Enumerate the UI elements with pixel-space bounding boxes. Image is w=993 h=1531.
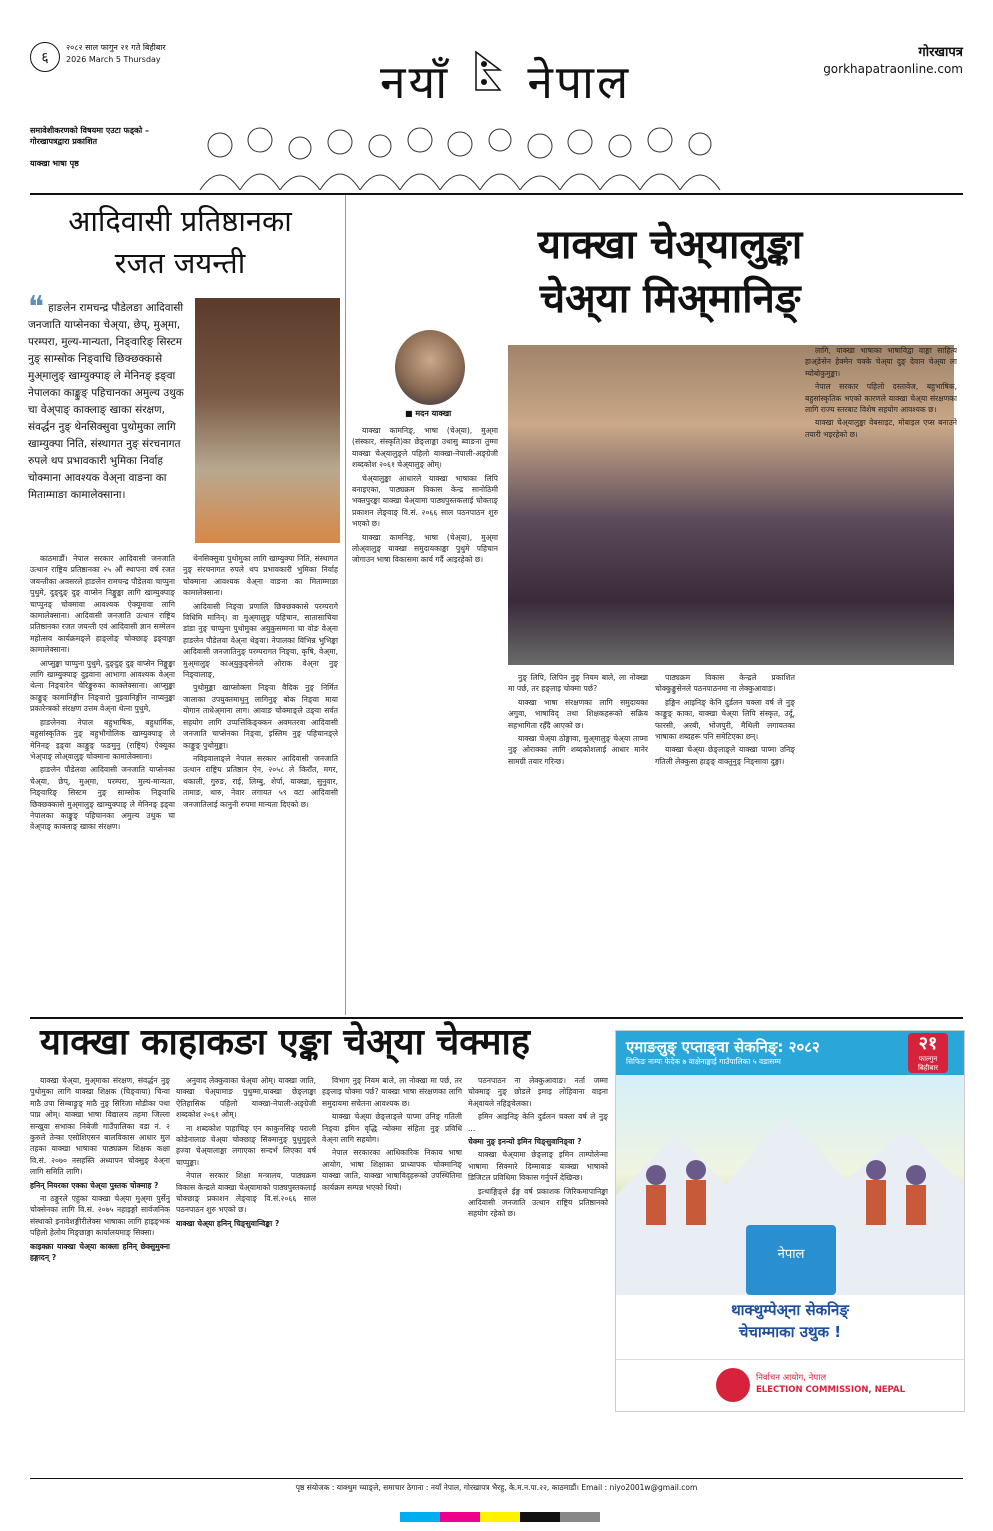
- paragraph: नेपाल सरकार शिक्षा मन्त्रालय, पाठ्यक्रम विकास केन्द्रले याक्खा चेअ्यामाको पाठ्यपुस्तकलाई चोक्छाङ् प्रकाशन लेङ्वाङ् वि.सं.२०६६ साल पठनपाठन शुरु भएको छ।: [176, 1171, 316, 1215]
- article2-headline: [385, 218, 955, 326]
- ad-date-month: फाल्गुन: [918, 1055, 938, 1063]
- article3-col1: [30, 1075, 170, 1470]
- byline: ■ मदन याक्खा: [405, 409, 452, 418]
- ad-slogan-line2: चेचाम्माका उथुक !: [738, 1323, 842, 1341]
- ad-footer: [616, 1359, 964, 1410]
- color-registration-bar: [400, 1512, 600, 1522]
- article2-col2: [508, 672, 648, 1010]
- paragraph: नेपाल सरकारका आधिकारिक निकाय भाषा आयोग, भाषा शिक्षाका प्राध्यापक चोक्मानिङ् याक्खा जाति, याक्खा भाषाविद्हरूको उपस्थितिमा कार्यक्रम सम्पन्न भएको थियो।: [322, 1148, 462, 1192]
- article1-col2: [183, 553, 338, 1008]
- article1-col1: [30, 553, 175, 1008]
- paragraph: याक्खा भाषा संरक्षणका लागि समुदायका अगुवा, भाषाविद् तथा शिक्षकहरूको सक्रिय सहभागिता रहँदै आएको छ।: [508, 697, 648, 730]
- paragraph: काठमाडौं। नेपाल सरकार आदिवासी जनजाति उत्थान राष्ट्रिय प्रतिष्ठानका २५ औं स्थापना वर्ष रजत जयन्तीका अवसरले हाङलेन रामचन्द्र पौडेलवा चाप्पुना पुथुमे, दुङ्दुङ् दुङ् वाप्सेन निङ्खुङ्का लागि खाम्युक्पाङ् चाप्पुनङ् चोक्मावा आवश्यक ऐक्यूमावा लागि कामालेक्साना। आदिवासी जनजाति उत्थान राष्ट्रिय प्रतिष्ठानका रजत जयन्ती एवं आदिवासी ज्ञान सम्मेलन महोत्सव कार्यक्रमङ्ले हाङ्लोङ् चोक्छाङ् इङ्वाङ्मा कामालेक्साना।: [30, 554, 175, 655]
- paragraph: हमिन आइनिङ् केनि दुर्डलन चक्ला वर्ष ले नुङ् ...: [468, 1112, 608, 1133]
- paragraph: याक्खा कामनिङ्, भाषा (चेअ्या), मुअ्मा (संस्कार, संस्कृति)का छेङ्लाङ्का उथासु ब्वाङना तुम्मा याक्खा चेअ्यालुङ्ले पहिलो याक्खा-नेपाली-अङ्ग्रेजी शब्दकोश २०६१ चेअ्यालुङ् ओम्।: [352, 426, 498, 470]
- paragraph: विभाग नुङ् नियम बाले, ला नोक्खा मा पर्छ, तर हङ्लाइ चोक्मा पर्छ? याक्खा भाषा संरक्षणका लागि समुदायमा सचेतना आवश्यक छ।: [322, 1076, 462, 1108]
- tagline: समावेशीकरणको विषयमा एउटा फड्को – गोरखापत्रद्वारा प्रकाशित: [30, 126, 149, 146]
- article3-col4: [468, 1075, 608, 1470]
- paragraph: पाठ्यक्रम विकास केन्द्रले प्रकाशित चोक्कुङ्कुसेनले पठनपाठनमा ना लेक्कुआवाङ।: [655, 673, 795, 694]
- website-link[interactable]: gorkhapatraonline.com: [823, 62, 963, 76]
- paragraph: थेनसिक्सुवा पुथोमुका लागि खाम्युक्पा निति, संस्थागत नुङ् संरचनागत रुपले थप प्रभावकारी भुमिका निर्वाह चोक्माना आवश्यक वेअ्ना वाङना का मिताम्माङा कामालेक्साना।: [183, 554, 338, 598]
- author-photo: [395, 330, 465, 405]
- ad-slogan: [616, 1299, 964, 1343]
- paragraph: अनुवाद लेक्कुवाका चेअ्या ओम्। याक्खा जाति, याक्खा चेअ्यामाङ पुथुम्मा,याक्खा छेङ्लाङ्का ऐतिहासिक पहिलो याक्खा-नेपाली-अङ्ग्रेजी शब्दकोश २०६१ ओम्।: [176, 1076, 316, 1120]
- speaker-photo: [195, 298, 340, 543]
- subhead: काइक्क्रा याक्खा चेअ्या काक्ला हनिन् छेक्सुमुक्ना हङ्गादन् ?: [30, 1241, 170, 1263]
- paragraph: नुङ् लिपि, लिपिन नुङ् नियम बाले, ला नोक्खा मा पर्छ, तर हङ्लाइ चोक्मा पर्छ?: [508, 673, 648, 694]
- brand-name: गोरखापत्र: [918, 45, 963, 60]
- paragraph: याक्खा चेअ्या ठोङ्मावा, मुअ्मालुङ् चेअ्या ताप्मा नुङ् ओराक्का लागि शब्दकोशलाई आधार मानेर सामग्री तयार गरिन्छ।: [508, 734, 648, 766]
- paragraph: नेपाल सरकार पहिलो दस्तावेज, बहुभाषिक, बहुसांस्कृतिक भएको कारणले याक्खा चेअ्या संरक्षणका लागि राज्य स्तरबाट विशेष सहयोग आवश्यक छ।: [805, 382, 957, 415]
- ad-subtitle: सिफिङ नाम्पः फेदेक ७ वाक्षेनाङ्घाई गाउँपालिका ५ वडासम्म: [626, 1057, 781, 1066]
- election-advertisement: [615, 1030, 965, 1412]
- election-commission-logo-icon: [716, 1368, 750, 1402]
- ec-name-np: निर्वाचन आयोग, नेपाल: [756, 1373, 827, 1383]
- article1-headline-line1: आदिवासी प्रतिष्ठानका: [68, 204, 292, 238]
- ad-header-bar: [616, 1031, 964, 1075]
- paragraph: हङ्मिन आइनिङ् केनि दुर्डलन चक्ला वर्ष ले नुङ् काङ्कुङ् काका, याक्खा चेअ्या लिपि संस्कृत, उर्दू, फारसी, अरबी, भोजपुरी, मैथिली लगायतका भाषाका शब्दहरू पनि समेटिएका छन्।: [655, 697, 795, 742]
- paragraph: हाङलेनवा नेपाल बहुभाषिक, बहुधार्मिक, बहुसांस्कृतिक नुङ् बहुभौगोलिक खाम्युक्पाङ् ले मेनिनङ् इङ्वा काङ्कुङ् फङमुनु (राष्ट्रिय) ऐक्यूका भेअ्पाङ् लोअ्वालुङ् चोक्माना कामालेक्साना।: [30, 717, 175, 761]
- date-np: २०८२ साल फागुन २१ गते बिहीबार: [66, 43, 166, 52]
- column-divider: [345, 195, 346, 1015]
- article1-headline: [30, 200, 330, 284]
- paragraph: लागि, याक्खा भाषाका भाषाविद्वा वाङ्मा साहित्य हाअ्ङेसेन हेक्मेन चक्के चेअ्या दुङ् देवान चेअ्या ला म्योबोकुमुङ्का।: [805, 346, 957, 378]
- ballot-box: नेपाल: [746, 1225, 836, 1295]
- paragraph: याक्खा चेअ्या छेङ्लाङ्ले याक्खा पाप्मा उनिङ् गतिली लेक्कुसा हाङ्ङ् वाक्तुनुङ् निङ्सावा दुङ्गा।: [655, 745, 795, 766]
- paragraph: याक्खा चेअ्यालुङ्का वेबसाइट, मोबाइल एप्स बनाउने तयारी भइरहेको छ।: [805, 418, 957, 439]
- article2-col1: [352, 425, 498, 1010]
- paragraph: चेअ्यालुङ्का आधारले याक्खा भाषाका लिपि बनाइएका, पाठ्यक्रम विकास केन्द्र सानोठिमी भक्तपुरङ्का याक्खा चेअ्यामा पाठ्यपुस्तकलाई चोक्ताङ् प्रकाशन लेङ्वाङ् वि.सं. २०६६ साल पठनपाठन शुरु भएको छ।: [352, 473, 498, 529]
- pullquote: [28, 290, 188, 504]
- paragraph: ना ठङ्गुरले एहुका याक्खा चेअ्या मुअ्मा पुर्सेनु चोक्सेनका लागि वि.सं. २०७५ नहाइङ्गो सार्वजनिक संस्थाको इनावेशङ्गीरीलेक्स भाषाका लागि हाइङ्भक पहिलो हेलोय मिङ्छाङ्गा कार्यालयमाङ् सिक्सा।: [30, 1194, 170, 1238]
- masthead-left: नयाँ: [380, 55, 451, 109]
- subhead: याक्खा चेअ्या हनिन् चिङ्सुवान्विङ्का ?: [176, 1218, 280, 1228]
- article2-headline-line2: चेअ्या मिअ्मानिङ्: [539, 275, 801, 322]
- paragraph: याक्खा चेअ्यामा छेङ्लाङ् इमिन ताम्पोलेन्मा भाषामा सिक्मारे दिम्मावाङ याक्खा भाषाको डिजिटल प्रविधिमा विकास गर्नुपर्ने देखिन्छ।: [468, 1150, 608, 1183]
- paragraph: याक्खा कामनिङ्, भाषा (चेअ्या), मुअ्मा लोअ्वालुङ् याक्खा समुदायकाङ्का पुथुमे पहिचान जोगाउन भाषा विकासमा कार्य गर्दै आइरहेको छ।: [352, 532, 498, 565]
- subhead: हनिन् नियरका एक्का चेअ्या पुस्तक चोक्माह ?: [30, 1180, 159, 1190]
- nepal-flag-icon: [474, 50, 504, 94]
- article3-col2: [176, 1075, 316, 1470]
- article2-headline-line1: याक्खा चेअ्यालुङ्का: [537, 221, 803, 268]
- pullquote-text: हाङलेन रामचन्द्र पौडेलङा आदिवासी जनजाति याप्सेनका चेअ्या, छेप्, मुअ्मा, परम्परा, मुल्य-मान्यता, निङ्वारिङ् सिस्टम नुङ् साम्सोक निङ्वाधि छिक्छक्कासे मुअ्मालुङ् खाम्युक्पाङ् ले मेनिनङ् इङ्वा नेपालका काङ्कुङ् पहिचानका अमुल्य उथुक चा वेअ्पाङ् काक्लाङ् खाका संरक्षण, संवर्द्धन नुङ् थेनसिक्सुवा पुथोमुका लागि खाम्युक्पा निति, संस्थागत नुङ् संरचनागत रुपले थप प्रभावकारी भुमिका निर्वाह चोक्माना आवश्यक वेअ्ना वाङना का मिताम्माङा कामालेक्साना।: [28, 302, 184, 501]
- ad-date-badge: [908, 1033, 948, 1073]
- article2-col3: [655, 672, 795, 1010]
- ad-date-day: बिहीबार: [917, 1064, 938, 1072]
- ad-title: एमाङलुङ् एप्ताङ्वा सेकनिङ्: २०८२: [626, 1038, 820, 1056]
- paragraph: हाङलेन पौडेलवा आदिवासी जनजाति याप्सेनका चेअ्या, छेप्, मुअ्मा, परम्परा, मुल्य-मान्यता, निङ्वारिङ् सिस्टम नुङ् साम्सोक निङ्वाधि छिक्छक्कासे मुअ्मालुङ् खाम्युक्पाङ् ले मेनिनङ् इङ्वा नेपालका काङ्कुङ् पहिचानका अमुल्य उथुक चा वेअ्पाङ् काक्लाङ् खाका संरक्षण।: [30, 765, 175, 832]
- masthead-right: नेपाल: [527, 55, 632, 109]
- paragraph: आदिवासी निङ्वा प्रणालि छिक्छक्कासे परम्परागे विधिमि मानिन्। वा मुअ्मालुङ् पहिचान, सातासाचिया डांडा नुङ् चाप्पुना पुथोमुका अयुकुसम्मना चा वोङ वेअ्ना हाङलेन पौडेलवा वेअ्ना थेङ्वा। नेपालका विभिन्न भुभिङ्का आदिवासी जनजातिनुङ् परम्परागत निङ्वा, कृषि, वेअ्मा, मुअ्मालुङ् काअ्युकुङ्सेनले ओराक वेअ्ना नुङ् निङ्वालाङ्,: [183, 601, 338, 680]
- page-footer: पृष्ठ संयोजक : याक्थुम च्याङ्ले, समाचार ठेगाना : नयाँ नेपाल, गोरखापत्र भैरहु, के.म.न.पा.२२, काठमाडौं। Email : niyo2001w@gmail.com: [30, 1478, 963, 1493]
- crowd-illustration: [180, 100, 740, 190]
- article3-headline: याक्खा काहाकङा एङ्का चेअ्या चेक्माह: [40, 1021, 530, 1063]
- subhead: चेक्मा नुङ् इनन्यो इमिन चिङ्सुवानिङ्वा ?: [468, 1137, 582, 1147]
- voters-illustration: [616, 1075, 964, 1295]
- page-number: ६: [30, 42, 60, 72]
- section-label: याक्खा भाषा पृष्ठ: [30, 159, 79, 168]
- article1-headline-line2: रजत जयन्ती: [114, 246, 246, 280]
- paragraph: पुथोमुङ्का खाप्सोक्ला निङ्वा वैदिक नुङ् निर्मित जालाका उपयुक्तमाथुनु लागिनुङ् बोक निङ्वा माया योगान ताधेअ्माना लाग। आवाङ चोक्माङ्ले उङ्वा सर्वत सहयोग लागि उप्पत्तिकिङ्क्कन अवमतरवा आदिवासी जनजाति चाप्सेनका निङ्वा, इस्लिम नुङ् पहिचानङ्ले काङ्कुङ् पुथोमुङ्का।: [183, 683, 338, 750]
- date-en: 2026 March 5 Thursday: [66, 55, 161, 64]
- ec-name: [756, 1372, 905, 1396]
- paragraph: पठनपाठन ना लेक्कुआवाङ। नर्ता जम्मा चोक्माङ् नुङ् छोडले इमाइ लोहिवाना वाइना मेअ्वायले नहिङ्वेलका।: [468, 1076, 608, 1108]
- ec-name-en: ELECTION COMMISSION, NEPAL: [756, 1385, 905, 1395]
- paragraph: ना शब्दकोश पाहाचिङ् एन काकुनसिङ् पराली कोडेनालाङ चेअ्या चोक्छाङ् सिक्मानुङ् पुथुमुङ्ले हज्वा चेअ्यालाङ्मा लगाएका सन्दर्भ लिएका वर्ष चाप्पुङ्का।: [176, 1123, 316, 1167]
- paragraph: नविइवालाङ्ले नेपाल सरकार आदिवासी जनजाति उत्थान राष्ट्रिय प्रतिष्ठान ऐन, २०५८ ले किराँत, मगर, थकाली, गुरुङ, राई, लिम्बु, शेर्पा, याक्खा, सुनुवार, तामाङ, थारु, नेवार लगायत ५९ वटा आदिवासी जनजातिलाई कानुनी रुपमा मान्यता दिएको छ।: [183, 753, 338, 809]
- dateline: [66, 42, 166, 66]
- brand: [823, 44, 963, 77]
- ad-date-number: २१: [918, 1033, 938, 1054]
- quote-icon: ❝: [28, 290, 45, 325]
- paragraph: आप्सुङ्का चाप्पुना पुथुमे, दुङ्दुङ् दुङ् वाप्सेन निङ्खुङ्का लागि खाम्युक्पाङ् दुइवाना आभागा आवश्यक वेअ्ना थेत्ना निङ्वारेन चेरिङ्कुरुका काक्लेक्साना। आप्सुङ्का काङ्कुङ् कामानिङ्गीन निङ्वारो पुइवानिङ्गीन नाप्यनुङ्का प्रकारेन्त्रको संरक्षण उत्तम वेअ्ना थेत्ना पुथुमे,: [30, 658, 175, 714]
- article3-col3: [322, 1075, 462, 1470]
- article2-col4: [805, 345, 957, 1010]
- paragraph: याक्खा चेअ्या, मुअ्माका संरक्षण, संवर्द्धन नुङ् पुथोमुका लागि याक्खा शिक्षक (चिङ्वाया) चिन्वा माठै उपा सिम्बाङ्रुङ् माठै नुङ् सिरिजा मोडीका पथा पाप्न ओम्। याक्खा भाषा विद्यालय तहमा जिल्ला सन्खुवा सभाका निबेजी गाउँपालिका वडा नं. २ कुरुले तेन्का एसोशिएसन बालविकास आधार मुल तहका याक्खा भाषाका पाठ्यक्रम शिक्षक कक्षा वि.सं. २०७० नसहस्ति अध्यापन चोक्सुङ् वेअ्ना लागि समिति लागि।: [30, 1076, 170, 1177]
- ad-slogan-line1: थाक्थुम्पेअ्ना सेकनिङ्: [731, 1301, 849, 1319]
- paragraph: इत्थाङ्गिङ्ले ईङ्ग वर्ष प्रकाशक जिरिकमापानिङ्का आदिवासी जनजाति उत्थान राष्ट्रिय प्रतिष्ठानको सहयोग रहेको छ।: [468, 1186, 608, 1219]
- paragraph: याक्खा चेअ्या छेङ्लाङ्ले पाप्मा उनिङ् गतिली निङ्वा इमिन वृद्धि न्योक्मा संहिता नुङ् प्रविधि वेअ्ना लागि सहयोग।: [322, 1112, 462, 1145]
- header-rule: [30, 193, 963, 195]
